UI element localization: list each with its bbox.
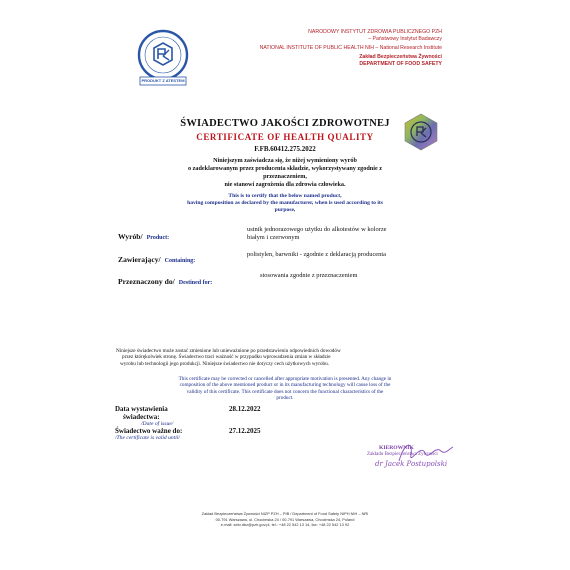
header-line-3: NATIONAL INSTITUTE OF PUBLIC HEALTH NIH – National Research Institute: [259, 45, 442, 51]
destined-value: stosowania zgodnie z przeznaczeniem: [260, 272, 358, 279]
header-line-1: NARODOWY INSTYTUT ZDROWIA PUBLICZNEGO PZH: [308, 29, 442, 35]
issue-label-line-1: Data wystawienia: [115, 405, 168, 413]
destined-label-en: Destined for:: [178, 280, 213, 286]
product-value-line-1: ustnik jednorazowego użytku do alkotestów w kolorze: [247, 226, 387, 233]
intro-pl-line-4: nie stanowi zagrożenia dla zdrowia człowieka.: [224, 181, 346, 188]
destined-row: [118, 271, 258, 289]
note-pl-line-2: przez którękolwiek stronę. Świadectwo traci ważność w przypadku wprowadzenia zmian w składzie: [122, 354, 331, 361]
product-label: Wyrób/: [118, 232, 143, 241]
intro-pl-line-1: Niniejszym zaświadcza się, że niżej wymieniony wyrób: [213, 157, 357, 164]
footer-address: [0, 511, 570, 528]
header-line-2: – Państwowy Instytut Badawczy: [368, 36, 442, 42]
certificate-number: F.FB.60412.275.2022: [254, 145, 316, 153]
title-english: CERTIFICATE OF HEALTH QUALITY: [196, 132, 374, 142]
signature-scribble: [395, 439, 455, 469]
seal-caption: PRODUKT Z ATESTEM: [141, 78, 185, 83]
intro-english: [150, 193, 420, 215]
valid-date-value: 27.12.2025: [229, 427, 261, 435]
product-label-en: Product:: [146, 235, 170, 241]
note-en-line-4: product.: [276, 395, 294, 402]
footer-line-2: 00-791 Warszawa, ul. Chocimska 24 / 00-791 Warszawa, Chocimska 24, Poland: [215, 516, 355, 522]
intro-en-line-3: purpose,: [274, 207, 296, 214]
note-en-line-3: validity of this certificate. This certificate does not concern the functional characteristics of the: [186, 388, 384, 395]
product-value: [247, 226, 447, 242]
valid-label-en: /The certificate is valid until/: [115, 435, 180, 441]
note-en-line-2: composition of the above mentioned product or in its manufacturing technology will cause loss of the: [179, 382, 391, 389]
header-line-4: Zakład Bezpieczeństwa Żywności: [359, 54, 442, 60]
note-pl-line-3: wyrobu lub technologii jego produkcji. Niniejsze świadectwo nie dotyczy cech użytkowych wyrobu.: [120, 360, 330, 367]
destined-label: Przeznaczony do/: [118, 277, 175, 286]
official-stamp: [367, 445, 467, 475]
date-of-issue-block: [115, 405, 235, 427]
stamp-line-1: KIEROWNIK: [379, 445, 414, 451]
header-line-5: DEPARTMENT OF FOOD SAFETY: [359, 61, 442, 67]
containing-value: polistylen, barwniki - zgodnie z deklaracją producenta: [247, 251, 386, 258]
stamp-line-2: Zakładu Bezpieczeństwa Żywności: [367, 452, 438, 457]
containing-label: Zawierający/: [118, 255, 161, 264]
note-pl-line-1: Niniejsze świadectwo może zostać zmienione lub unieważnione po przedstawieniu odpowiednich dowodów: [116, 348, 341, 354]
footer-line-1: Zakład Bezpieczeństwa Żywności NIZP PZH – PIB / Department of Food Safety NIPH NIH – NRI: [201, 511, 369, 516]
product-value-line-2: białym i czerwonym: [247, 234, 300, 241]
containing-row: [118, 249, 248, 267]
issue-date-value: 28.12.2022: [229, 405, 261, 413]
intro-en-line-1: This is to certify that the below named product,: [228, 193, 342, 199]
containing-label-en: Containing:: [164, 258, 196, 264]
intro-en-line-2: having composition as declared by the manufacturer, when is used according to its: [187, 200, 383, 207]
intro-pl-line-2: o zadeklarowanym przez producenta składzie, wykorzystywany zgodnie z: [188, 165, 382, 172]
intro-pl-line-3: przeznaczeniem,: [263, 173, 307, 180]
note-en-line-1: This certificate may be corrected or cancelled after appropriate motivation is presented. Any change in: [178, 376, 392, 382]
notes-english: [116, 376, 454, 402]
valid-label: Świadectwo ważne do:: [115, 427, 183, 435]
stamp-line-3: dr Jacek Postupolski: [375, 460, 448, 468]
notes-polish: [116, 348, 454, 367]
intro-polish: [150, 157, 420, 189]
issue-label-line-2: świadectwa:: [123, 413, 160, 421]
title-polish: ŚWIADECTWO JAKOŚCI ZDROWOTNEJ: [180, 118, 390, 129]
institute-header: [182, 29, 442, 68]
footer-line-3: e-mail: sekr.dbz@pzh.gov.pl, tel.: +48 22 542 13 14, fax: +48 22 542 13 92: [220, 522, 350, 528]
issue-label-en: /Date of issue/: [141, 421, 174, 427]
